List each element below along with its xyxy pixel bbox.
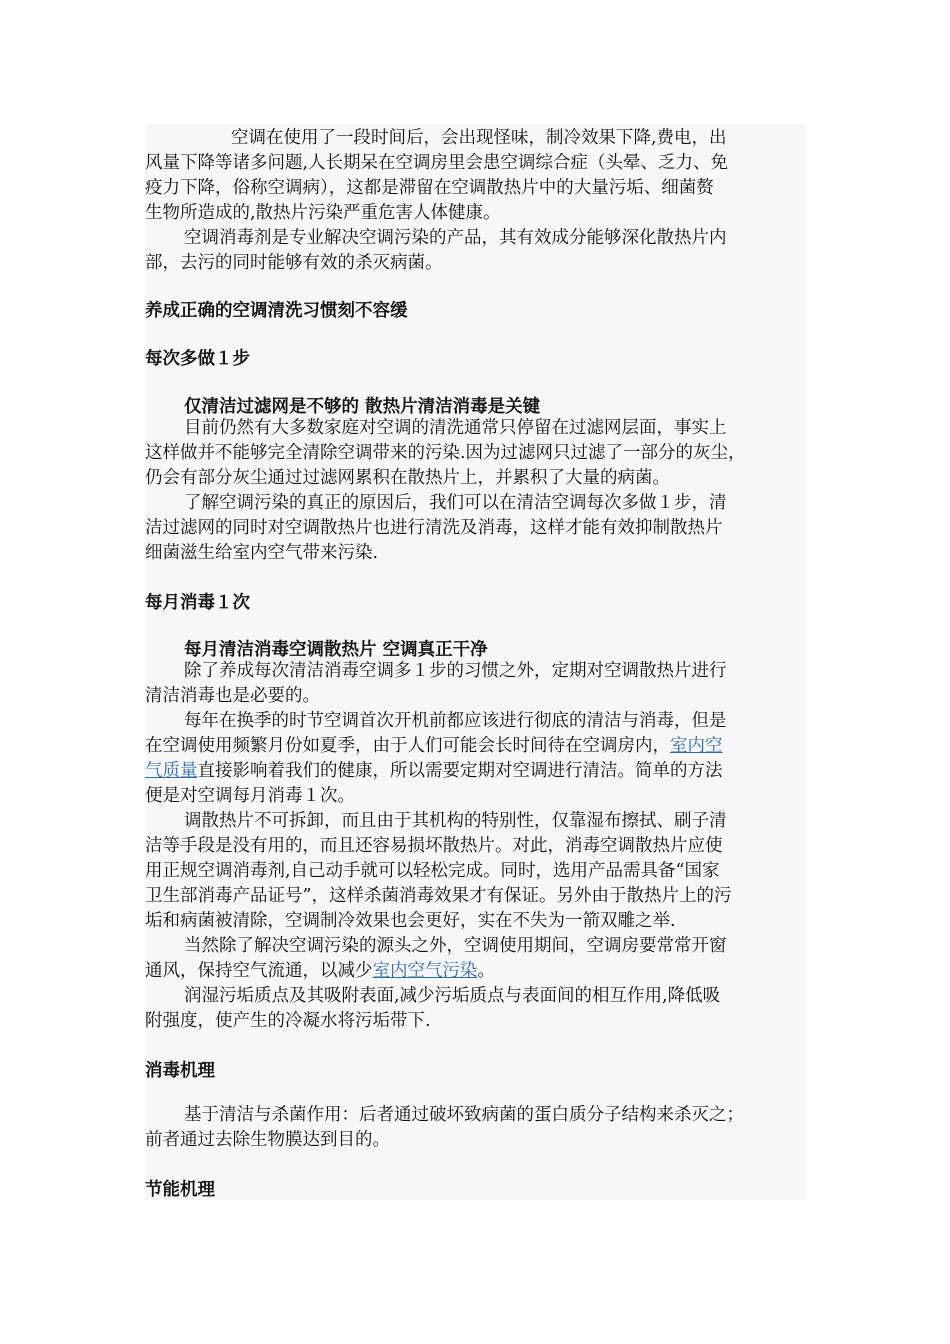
body-text-line — [145, 734, 723, 760]
body-text-line: 附强度，使产生的冷凝水将污垢带下. — [145, 1011, 431, 1031]
body-text-segment: 在空调使用频繁月份如夏季，由于人们可能会长时间待在空调房内， — [145, 736, 670, 756]
subheading-filter: 仅清洁过滤网是不够的 散热片清洁消毒是关键 — [184, 397, 541, 417]
body-text-line: 除了养成每次清洁消毒空调多１步的习惯之外，定期对空调散热片进行 — [184, 661, 727, 681]
content-block — [145, 124, 807, 1200]
intro-text-line: 风量下降等诸多问题,人长期呆在空调房里会患空调综合症（头晕、乏力、免 — [145, 153, 729, 173]
body-text-segment: 直接影响着我们的健康，所以需要定期对空调进行清洁。简单的方法 — [197, 761, 723, 781]
body-text-line: 垢和病菌被清除，空调制冷效果也会更好，实在不失为一箭双雕之举. — [145, 911, 676, 931]
body-text-line: 基于清洁与杀菌作用：后者通过破坏致病菌的蛋白质分子结构来杀灭之； — [184, 1105, 744, 1125]
intro-text-line: 空调在使用了一段时间后，会出现怪味，制冷效果下降,费电，出 — [231, 128, 727, 148]
intro-text-line: 疫力下降，俗称空调病），这都是滞留在空调散热片中的大量污垢、细菌赘 — [145, 178, 714, 198]
body-text-line: 这样做并不能够完全清除空调带来的污染.因为过滤网只过滤了一部分的灰尘， — [145, 443, 746, 463]
body-text-line — [145, 759, 723, 785]
body-text-segment: 通风，保持空气流通，以减少 — [145, 961, 373, 981]
body-text-line: 便是对空调每月消毒１次。 — [145, 786, 355, 806]
body-text-line: 洁等手段是没有用的，而且还容易损坏散热片。对此，消毒空调散热片应使 — [145, 836, 723, 856]
body-text-line — [145, 959, 495, 985]
section-heading-energy: 节能机理 — [145, 1180, 215, 1200]
indoor-air-quality-link[interactable]: 气质量 — [145, 761, 198, 781]
section-heading-disinfection: 消毒机理 — [145, 1061, 215, 1081]
indoor-air-quality-link[interactable]: 室内空 — [670, 736, 723, 756]
body-text-line: 了解空调污染的真正的原因后，我们可以在清洁空调每次多做１步，清 — [184, 493, 727, 513]
body-text-line: 清洁消毒也是必要的。 — [145, 686, 320, 706]
body-text-line: 调散热片不可拆卸，而且由于其机构的特别性，仅靠湿布擦拭、刷子清 — [184, 811, 727, 831]
body-text-line: 前者通过去除生物膜达到目的。 — [145, 1130, 390, 1150]
body-text-segment: 。 — [477, 961, 495, 981]
intro-text-line: 空调消毒剂是专业解决空调污染的产品，其有效成分能够深化散热片内 — [184, 228, 727, 248]
main-heading: 养成正确的空调清洗习惯刻不容缓 — [145, 301, 408, 321]
body-text-line: 洁过滤网的同时对空调散热片也进行清洗及消毒，这样才能有效抑制散热片 — [145, 518, 723, 538]
body-text-line: 卫生部消毒产品证号”，这样杀菌消毒效果才有保证。另外由于散热片上的污 — [145, 886, 732, 906]
intro-text-line: 部，去污的同时能够有效的杀灭病菌。 — [145, 253, 443, 273]
body-text-line: 目前仍然有大多数家庭对空调的清洗通常只停留在过滤网层面，事实上 — [184, 418, 727, 438]
intro-text-line: 生物所造成的,散热片污染严重危害人体健康。 — [145, 203, 501, 223]
body-text-line: 润湿污垢质点及其吸附表面,减少污垢质点与表面间的相互作用,降低吸 — [184, 986, 721, 1006]
body-text-line: 每年在换季的时节空调首次开机前都应该进行彻底的清洁与消毒，但是 — [184, 711, 727, 731]
body-text-line: 当然除了解决空调污染的源头之外，空调使用期间，空调房要常常开窗 — [184, 936, 727, 956]
body-text-line: 仍会有部分灰尘通过过滤网累积在散热片上，并累积了大量的病菌。 — [145, 468, 670, 488]
body-text-line: 用正规空调消毒剂,自己动手就可以轻松完成。同时，选用产品需具备“国家 — [145, 861, 720, 881]
body-text-line: 细菌滋生给室内空气带来污染. — [145, 543, 379, 563]
subheading-monthly: 每月清洁消毒空调散热片 空调真正干净 — [184, 640, 488, 660]
section-heading-step: 每次多做１步 — [145, 349, 250, 369]
section-heading-monthly: 每月消毒１次 — [145, 593, 250, 613]
indoor-air-pollution-link[interactable]: 室内空气污染 — [372, 961, 478, 981]
